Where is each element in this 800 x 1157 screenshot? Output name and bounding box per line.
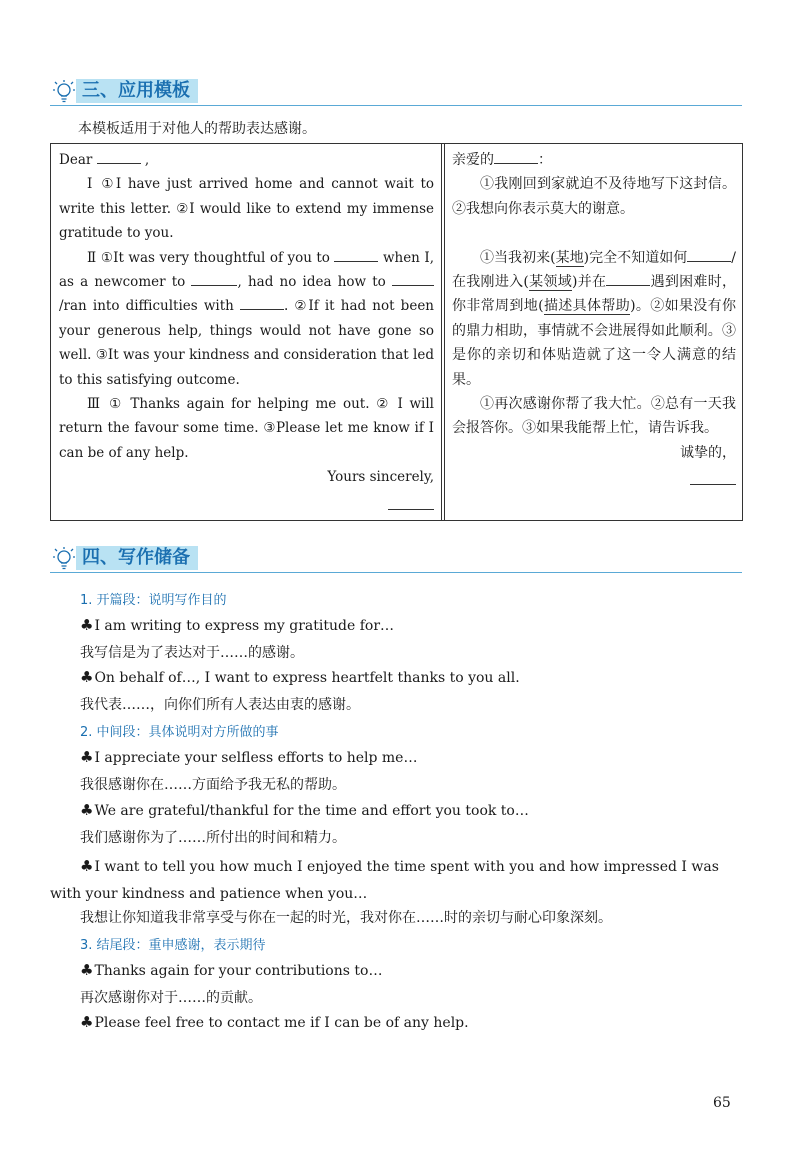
phrase-cn-5: 我想让你知道我非常享受与你在一起的时光，我对你在……时的亲切与耐心印象深刻。 [80,910,612,926]
subheading-closing: 3. 结尾段：重申感谢，表示期待 [80,938,266,953]
phrase-en-3: ♣I appreciate your selfless efforts to help me… [80,748,418,766]
phrase-cn-6: 再次感谢你对于……的贡献。 [80,990,262,1006]
english-salutation: Dear , [59,148,434,172]
club-icon: ♣ [80,616,94,634]
phrase-en-5: ♣I want to tell you how much I enjoyed the time spent with you and how impressed I was with your kindness and patience when you… [50,857,719,902]
club-icon: ♣ [80,1013,94,1031]
chinese-paragraph-2: ①当我初来(某地)完全不知道如何 /在我刚进入(某领域)并在 遇到困难时，你非常周到地(描述具体帮助)。②如果没有你的鼎力相助，事情就不会进展得如此顺利。③是你的亲切和体贴造就了这一令人满意的结果。 [452,246,736,392]
template-table [50,143,743,521]
section-title: 四、写作储备 [76,546,198,570]
phrase-cn-1: 我写信是为了表达对于……的感谢。 [80,645,304,661]
subheading-middle: 2. 中间段：具体说明对方所做的事 [80,725,279,740]
phrase-en-4: ♣We are grateful/thankful for the time and effort you took to… [80,801,529,819]
chinese-salutation: 亲爱的 ： [452,148,736,172]
phrase-en-6: ♣Thanks again for your contributions to… [80,961,383,979]
section-3-header [50,78,742,108]
intro-text: 本模板适用于对他人的帮助表达感谢。 [78,121,316,137]
english-paragraph-2: Ⅱ ①It was very thoughtful of you to when I, as a newcomer to , had no idea how to /ran into difficulties with . ②If it had not been your generous help, things would not have gone so well. ③It was your kindness and consideration that led to this satisfying outcome. [59,246,434,392]
section-rule [50,105,742,106]
chinese-signature-line [452,469,736,493]
phrase-cn-3: 我很感谢你在……方面给予我无私的帮助。 [80,777,346,793]
phrase-cn-4: 我们感谢你为了……所付出的时间和精力。 [80,830,346,846]
page-number: 65 [713,1095,731,1111]
phrase-en-1: ♣I am writing to express my gratitude for… [80,616,395,634]
lightbulb-icon [50,78,76,106]
english-signature-line [59,494,434,518]
phrase-en-2: ♣On behalf of…, I want to express heartfelt thanks to you all. [80,668,520,686]
club-icon: ♣ [80,668,94,686]
english-paragraph-1: Ⅰ ①I have just arrived home and cannot wait to write this letter. ②I would like to extend my immense gratitude to you. [59,176,434,242]
club-icon: ♣ [80,961,94,979]
column-divider [444,144,445,520]
chinese-closing: 诚挚的， [680,444,736,461]
chinese-column [452,148,736,494]
chinese-paragraph-3: ①再次感谢你帮了我大忙。②总有一天我会报答你。③如果我能帮上忙，请告诉我。 [452,396,736,437]
phrase-cn-2: 我代表……，向你们所有人表达由衷的感谢。 [80,697,360,713]
section-4-header [50,545,742,575]
subheading-opening: 1. 开篇段：说明写作目的 [80,593,227,608]
section-title: 三、应用模板 [76,79,198,103]
column-divider [441,144,442,520]
english-column [59,148,434,518]
chinese-paragraph-1: ①我刚回到家就迫不及待地写下这封信。②我想向你表示莫大的谢意。 [452,176,736,217]
club-icon: ♣ [80,857,94,875]
lightbulb-icon [50,545,76,573]
club-icon: ♣ [80,801,94,819]
club-icon: ♣ [80,748,94,766]
phrase-en-7: ♣Please feel free to contact me if I can be of any help. [80,1013,469,1031]
section-rule [50,572,742,573]
english-paragraph-3: Ⅲ ① Thanks again for helping me out. ② I will return the favour some time. ③Please let me know if I can be of any help. [59,396,434,461]
english-closing: Yours sincerely, [327,469,434,486]
